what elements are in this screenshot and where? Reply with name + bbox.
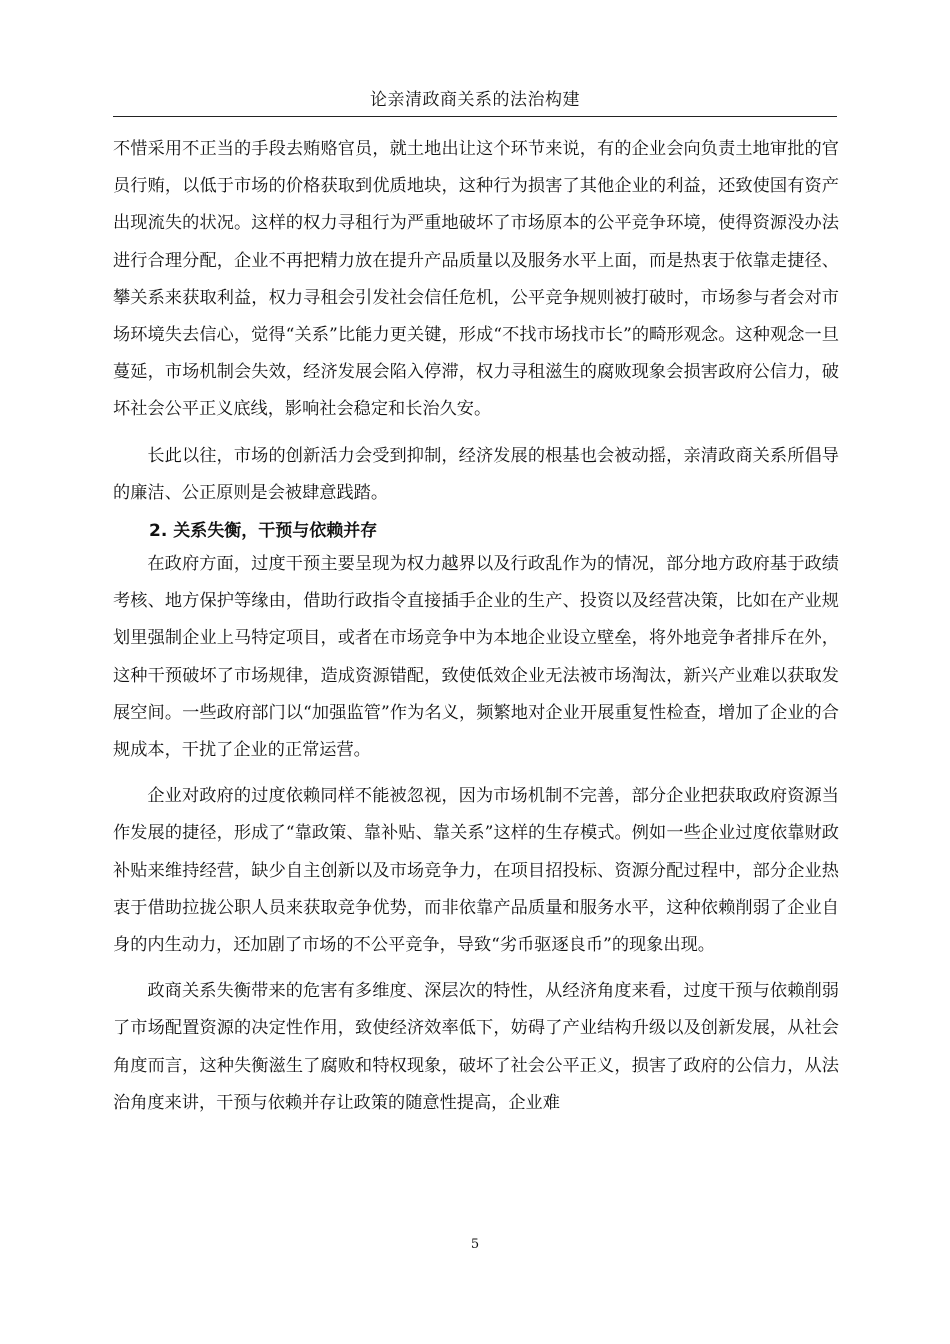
paragraph-enterprise-dependence: 企业对政府的过度依赖同样不能被忽视，因为市场机制不完善，部分企业把获取政府资源当作发展的捷径，形成了“靠政策、靠补贴、靠关系”这样的生存模式。例如一些企业过度依靠财政补贴来维持经营，缺少自主创新以及市场竞争力，在项目招投标、资源分配过程中，部分企业热衷于借助拉拢公职人员来获取竞争优势，而非依靠产品质量和服务水平，这种依赖削弱了企业自身的内生动力，还加剧了市场的不公平竞争，导致“劣币驱逐良币”的现象出现。 — [113, 786, 839, 956]
body-text — [113, 131, 839, 1122]
paragraph-continued: 不惜采用不正当的手段去贿赂官员，就土地出让这个环节来说，有的企业会向负责土地审批的官员行贿，以低于市场的价格获取到优质地块，这种行为损害了其他企业的利益，还致使国有资产出现流失的状况。这样的权力寻租行为严重地破坏了市场原本的公平竞争环境，使得资源没办法进行合理分配，企业不再把精力放在提升产品质量以及服务水平上面，而是热衷于依靠走捷径、攀关系来获取利益，权力寻租会引发社会信任危机，公平竞争规则被打破时，市场参与者会对市场环境失去信心，觉得“关系”比能力更关键，形成“不找市场找市长”的畸形观念。这种观念一旦蔓延，市场机制会失效，经济发展会陷入停滞，权力寻租滋生的腐败现象会损害政府公信力，破坏社会公平正义底线，影响社会稳定和长治久安。 — [113, 139, 839, 420]
page-number: 5 — [470, 1237, 480, 1252]
paragraph-imbalance-harms: 政商关系失衡带来的危害有多维度、深层次的特性，从经济角度来看，过度干预与依赖削弱了市场配置资源的决定性作用，致使经济效率低下，妨碍了产业结构升级以及创新发展，从社会角度而言，这种失衡滋生了腐败和特权现象，破坏了社会公平正义，损害了政府的公信力，从法治角度来讲，干预与依赖并存让政策的随意性提高，企业难 — [113, 981, 839, 1113]
section-subheading: 2. 关系失衡，干预与依赖并存 — [149, 521, 378, 542]
paragraph-government-intervention: 在政府方面，过度干预主要呈现为权力越界以及行政乱作为的情况，部分地方政府基于政绩考核、地方保护等缘由，借助行政指令直接插手企业的生产、投资以及经营决策，比如在产业规划里强制企业上马特定项目，或者在市场竞争中为本地企业设立壁垒，将外地竞争者排斥在外，这种干预破坏了市场规律，造成资源错配，致使低效企业无法被市场淘汰，新兴产业难以获取发展空间。一些政府部门以“加强监管”作为名义，频繁地对企业开展重复性检查，增加了企业的合规成本，干扰了企业的正常运营。 — [113, 554, 839, 761]
paragraph-long-term-effects: 长此以往，市场的创新活力会受到抑制，经济发展的根基也会被动摇，亲清政商关系所倡导的廉洁、公正原则是会被肆意践踏。 — [113, 445, 839, 503]
running-header: 论亲清政商关系的法治构建 — [370, 90, 580, 110]
header-rule — [113, 116, 837, 117]
